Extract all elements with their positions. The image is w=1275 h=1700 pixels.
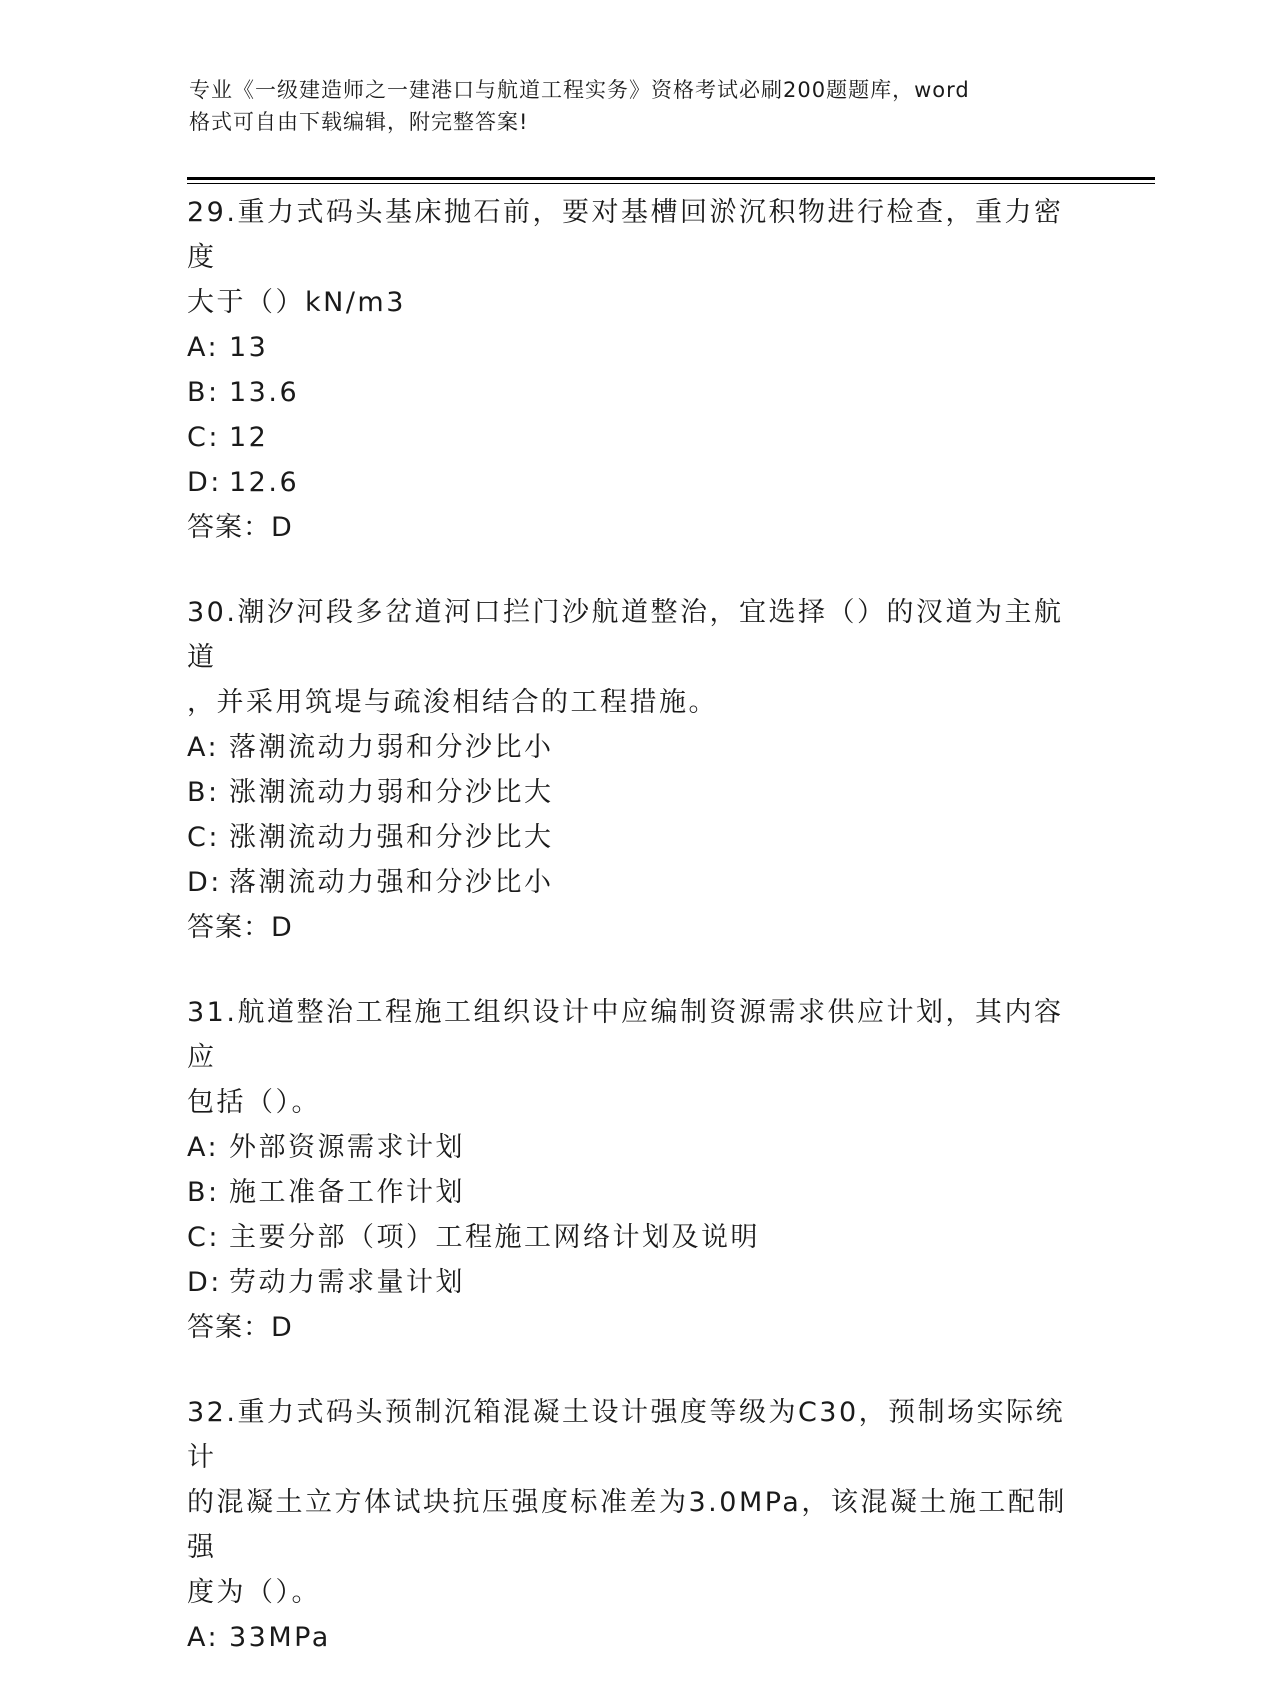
option-c — [187, 415, 1087, 460]
header-line-1: 专业《一级建造师之一建港口与航道工程实务》资格考试必刷200题题库，word — [189, 78, 970, 102]
option-letter: D: — [187, 867, 222, 898]
option-list — [187, 1125, 1087, 1305]
option-letter: B: — [187, 777, 220, 808]
option-text: 落潮流动力强和分沙比小 — [229, 867, 554, 898]
option-letter: B: — [187, 377, 220, 408]
option-list — [187, 725, 1087, 905]
document-header — [189, 74, 1089, 138]
stem-line: 30.潮汐河段多岔道河口拦门沙航道整治，宜选择（）的汊道为主航道 — [187, 597, 1064, 673]
stem-line: 32.重力式码头预制沉箱混凝土设计强度等级为C30，预制场实际统计 — [187, 1397, 1066, 1473]
question-31 — [187, 990, 1087, 1350]
stem-line: ，并采用筑堤与疏浚相结合的工程措施。 — [187, 687, 718, 718]
option-text: 13.6 — [229, 377, 300, 408]
stem-line: 29.重力式码头基床抛石前，要对基槽回淤沉积物进行检查，重力密度 — [187, 197, 1064, 273]
header-divider-thin — [187, 183, 1155, 184]
option-b — [187, 1170, 1087, 1215]
question-stem — [187, 990, 1087, 1125]
option-text: 涨潮流动力弱和分沙比大 — [229, 777, 554, 808]
option-b — [187, 770, 1087, 815]
option-letter: D: — [187, 1267, 222, 1298]
question-stem — [187, 1390, 1087, 1615]
option-a — [187, 325, 1087, 370]
option-list — [187, 1615, 1087, 1660]
header-divider-thick — [187, 177, 1155, 180]
option-c — [187, 1215, 1087, 1260]
option-letter: C: — [187, 1222, 220, 1253]
option-text: 13 — [229, 332, 269, 363]
question-32 — [187, 1390, 1087, 1660]
option-d — [187, 1260, 1087, 1305]
stem-line: 度为（）。 — [187, 1577, 321, 1608]
option-text: 涨潮流动力强和分沙比大 — [229, 822, 554, 853]
option-letter: A: — [187, 732, 220, 763]
option-a — [187, 1125, 1087, 1170]
option-text: 主要分部（项）工程施工网络计划及说明 — [229, 1222, 760, 1253]
option-a — [187, 725, 1087, 770]
option-a — [187, 1615, 1087, 1660]
stem-line: 的混凝土立方体试块抗压强度标准差为3.0MPa，该混凝土施工配制强 — [187, 1487, 1067, 1563]
option-text: 33MPa — [229, 1622, 331, 1653]
option-text: 施工准备工作计划 — [229, 1177, 465, 1208]
option-letter: A: — [187, 1622, 220, 1653]
option-letter: A: — [187, 332, 220, 363]
answer-line: 答案：D — [187, 1312, 293, 1343]
stem-line: 31.航道整治工程施工组织设计中应编制资源需求供应计划，其内容应 — [187, 997, 1064, 1073]
option-d — [187, 460, 1087, 505]
question-list — [187, 190, 1087, 1700]
stem-line: 包括（）。 — [187, 1087, 321, 1118]
option-text: 劳动力需求量计划 — [229, 1267, 465, 1298]
option-letter: C: — [187, 422, 220, 453]
option-text: 12.6 — [229, 467, 300, 498]
option-letter: A: — [187, 1132, 220, 1163]
answer-line: 答案：D — [187, 912, 293, 943]
option-letter: B: — [187, 1177, 220, 1208]
option-text: 落潮流动力弱和分沙比小 — [229, 732, 554, 763]
stem-line: 大于（）kN/m3 — [187, 287, 406, 318]
option-letter: C: — [187, 822, 220, 853]
option-c — [187, 815, 1087, 860]
question-29 — [187, 190, 1087, 550]
option-text: 12 — [229, 422, 269, 453]
question-stem — [187, 590, 1087, 725]
option-b — [187, 370, 1087, 415]
question-stem — [187, 190, 1087, 325]
header-line-2: 格式可自由下载编辑，附完整答案! — [189, 110, 529, 134]
option-letter: D: — [187, 467, 222, 498]
answer-line: 答案：D — [187, 512, 293, 543]
question-30 — [187, 590, 1087, 950]
option-list — [187, 325, 1087, 505]
option-d — [187, 860, 1087, 905]
option-text: 外部资源需求计划 — [229, 1132, 465, 1163]
